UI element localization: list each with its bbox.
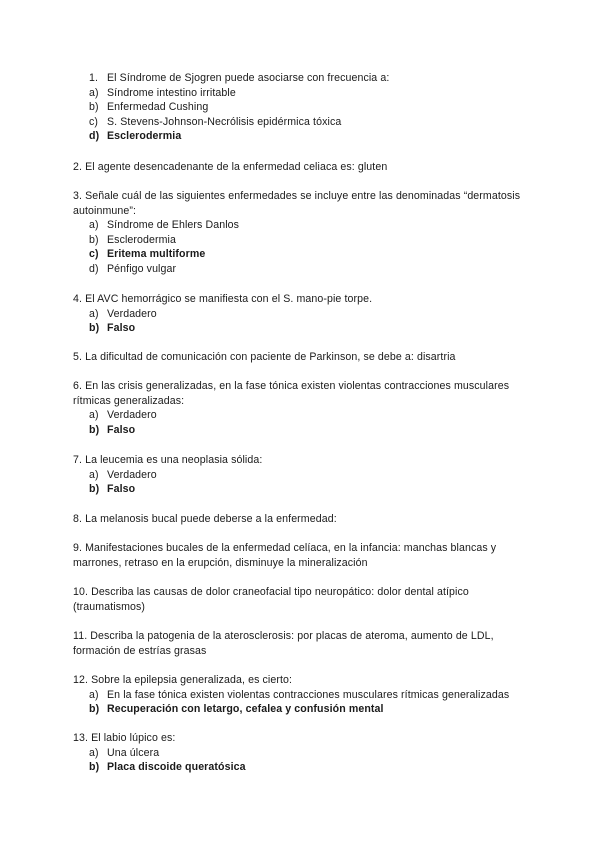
- question-stem: 12. Sobre la epilepsia generalizada, es cierto:: [73, 674, 293, 686]
- question-9: [73, 541, 543, 570]
- question-stem: 6. En las crisis generalizadas, en la fase tónica existen violentas contracciones musculares rítmicas generalizadas:: [73, 380, 510, 407]
- question-13: [73, 731, 543, 775]
- question-stem: 7. La leucemia es una neoplasia sólida:: [73, 454, 263, 466]
- question-stem: 13. El labio lúpico es:: [73, 732, 176, 744]
- question-4: [73, 292, 543, 336]
- question-12: [73, 673, 543, 717]
- question-2: [73, 160, 543, 175]
- option-a: a) Una úlcera: [89, 746, 160, 759]
- question-stem: 3. Señale cuál de las siguientes enfermedades se incluye entre las denominadas “dermatosis autoinmune”:: [73, 190, 521, 217]
- options-list: [73, 688, 543, 717]
- option-b-correct: b) Falso: [89, 322, 136, 335]
- options-list: [73, 86, 543, 144]
- option-a: a) Síndrome intestino irritable: [89, 86, 236, 99]
- question-stem: 2. El agente desencadenante de la enfermedad celiaca es: gluten: [73, 161, 388, 173]
- question-6: [73, 379, 543, 437]
- question-number: 1.: [89, 72, 99, 84]
- question-11: [73, 629, 543, 658]
- question-stem: 9. Manifestaciones bucales de la enfermedad celíaca, en la infancia: manchas blancas y marrones, retraso en la erupción, disminuye la mineralización: [73, 542, 497, 569]
- question-3: [73, 189, 543, 277]
- option-d: d) Pénfigo vulgar: [89, 262, 177, 275]
- option-b: b) Esclerodermia: [89, 233, 177, 246]
- question-stem: 10. Describa las causas de dolor craneofacial tipo neuropático: dolor dental atípico (traumatismos): [73, 586, 469, 613]
- option-b-correct: b) Falso: [89, 483, 136, 496]
- question-stem: 4. El AVC hemorrágico se manifiesta con el S. mano-pie torpe.: [73, 293, 373, 305]
- option-c-correct: c) Eritema multiforme: [89, 248, 206, 261]
- option-a: a) Síndrome de Ehlers Danlos: [89, 219, 240, 232]
- option-a: a) En la fase tónica existen violentas contracciones musculares rítmicas generalizadas: [89, 688, 510, 701]
- option-a: a) Verdadero: [89, 468, 157, 481]
- options-list: [73, 746, 543, 775]
- option-d-correct: d) Esclerodermia: [89, 130, 182, 143]
- question-stem: 8. La melanosis bucal puede deberse a la enfermedad:: [73, 513, 337, 525]
- option-c: c) S. Stevens-Johnson-Necrólisis epidérmica tóxica: [89, 115, 342, 128]
- option-b-correct: b) Recuperación con letargo, cefalea y confusión mental: [89, 703, 384, 716]
- options-list: [73, 468, 543, 497]
- option-b: b) Enfermedad Cushing: [89, 101, 209, 114]
- question-1: [73, 71, 543, 144]
- option-a: a) Verdadero: [89, 409, 157, 422]
- option-a: a) Verdadero: [89, 307, 157, 320]
- options-list: [73, 307, 543, 336]
- question-7: [73, 453, 543, 497]
- question-stem: 5. La dificultad de comunicación con paciente de Parkinson, se debe a: disartria: [73, 351, 456, 363]
- question-stem: 1. El Síndrome de Sjogren puede asociarse con frecuencia a:: [89, 72, 390, 84]
- question-10: [73, 585, 543, 614]
- question-8: [73, 512, 543, 527]
- question-5: [73, 350, 543, 365]
- option-b-correct: b) Placa discoide queratósica: [89, 761, 246, 774]
- options-list: [73, 218, 543, 276]
- option-b-correct: b) Falso: [89, 423, 136, 436]
- question-stem: 11. Describa la patogenia de la aterosclerosis: por placas de ateroma, aumento de LDL, formación de estrías grasas: [73, 630, 494, 657]
- options-list: [73, 408, 543, 437]
